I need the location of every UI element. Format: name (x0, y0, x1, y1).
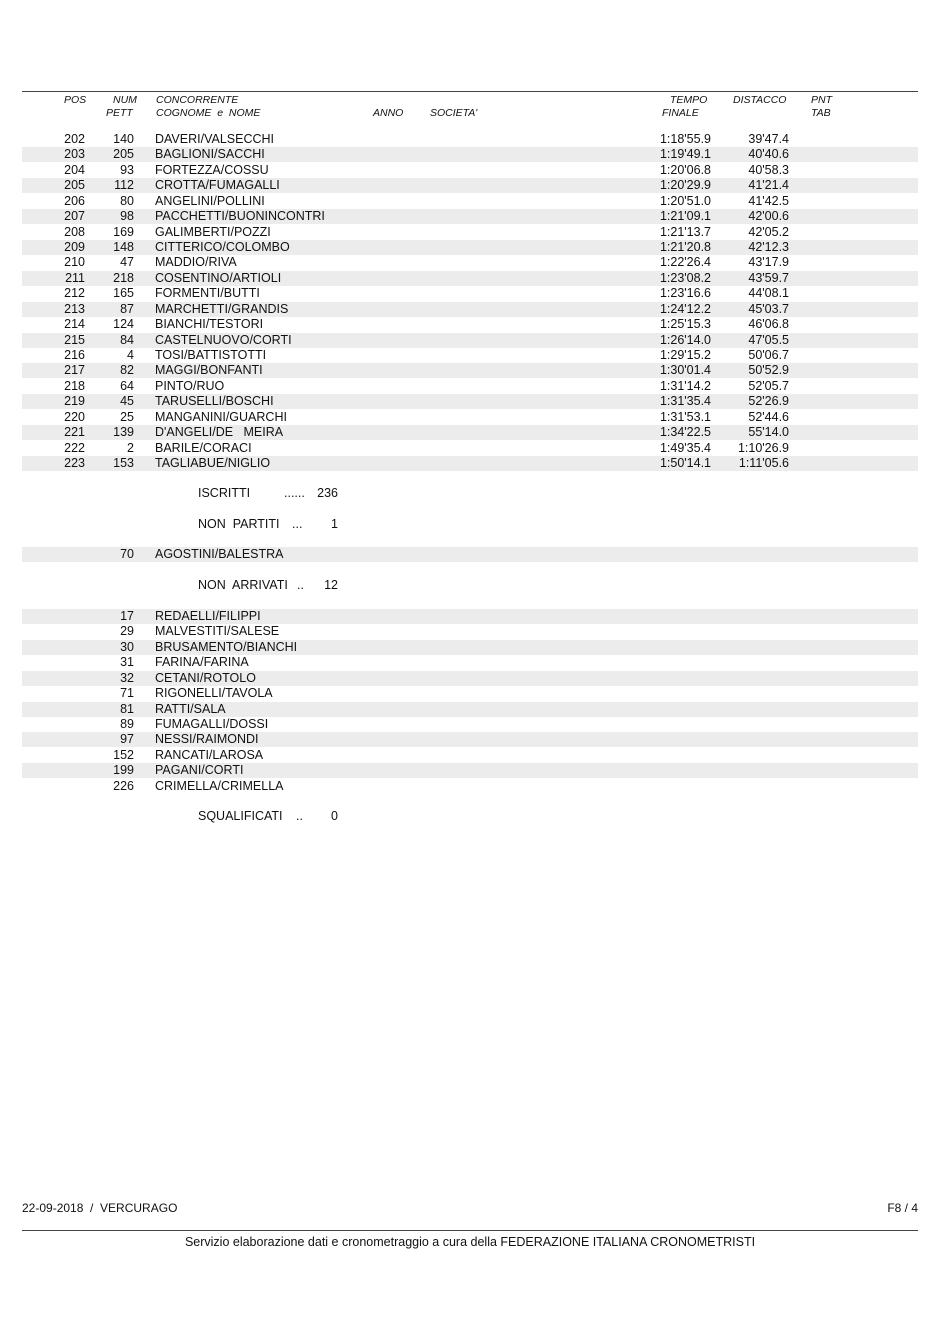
cell-num: 89 (120, 717, 134, 731)
cell-time: 1:18'55.9 (659, 132, 711, 146)
cell-pos: 209 (64, 240, 85, 254)
cell-num: 25 (120, 409, 134, 424)
cell-pos: 205 (64, 178, 85, 193)
cell-name: BAGLIONI/SACCHI (155, 147, 265, 162)
cell-num: 30 (120, 639, 134, 654)
cell-pos: 214 (64, 317, 85, 332)
cell-gap: 47'05.5 (748, 332, 789, 347)
cell-gap: 55'14.0 (748, 425, 789, 440)
table-row (22, 194, 918, 209)
non-arrivati-count: 12 (324, 578, 338, 592)
cell-gap: 50'52.9 (748, 363, 789, 378)
cell-time: 1:24'12.2 (659, 301, 711, 316)
cell-name: RANCATI/LAROSA (155, 747, 264, 762)
cell-gap: 46'06.8 (748, 317, 789, 332)
cell-name: PINTO/RUO (155, 378, 225, 393)
table-row (22, 209, 918, 224)
cell-pos: 210 (64, 255, 85, 270)
cell-pos: 218 (64, 378, 85, 393)
summary-squalificati (0, 809, 940, 824)
table-row (22, 394, 918, 409)
cell-time: 1:31'14.2 (659, 378, 711, 393)
cell-pos: 207 (64, 209, 85, 224)
cell-num: 218 (113, 270, 134, 285)
cell-pos: 203 (64, 147, 85, 162)
cell-time: 1:20'29.9 (659, 178, 711, 193)
cell-num: 80 (120, 193, 134, 208)
cell-gap: 40'58.3 (748, 162, 789, 177)
cell-name: BRUSAMENTO/BIANCHI (155, 639, 298, 654)
cell-num: 29 (120, 624, 134, 639)
cell-name: MARCHETTI/GRANDIS (155, 301, 289, 316)
iscritti-count: 236 (317, 486, 338, 500)
table-row (22, 456, 918, 471)
cell-num: 98 (120, 209, 134, 224)
cell-gap: 52'05.7 (748, 378, 789, 393)
cell-time: 1:31'53.1 (659, 409, 711, 424)
table-row (22, 225, 918, 240)
non-partiti-label: NON PARTITI (198, 517, 280, 531)
cell-num: 124 (113, 317, 134, 332)
cell-time: 1:50'14.1 (659, 456, 711, 471)
cell-time: 1:19'49.1 (659, 147, 711, 162)
cell-num: 31 (120, 655, 134, 670)
cell-gap: 42'00.6 (748, 209, 789, 224)
table-row (22, 240, 918, 255)
header-num: NUM (113, 94, 137, 106)
cell-name: PACCHETTI/BUONINCONTRI (155, 209, 325, 224)
cell-num: 226 (113, 778, 134, 793)
cell-gap: 43'17.9 (748, 255, 789, 270)
header-tempo: TEMPO (670, 94, 708, 106)
table-row (22, 147, 918, 162)
cell-pos: 217 (64, 363, 85, 378)
table-row (22, 748, 918, 763)
cell-name: FUMAGALLI/DOSSI (155, 717, 269, 731)
cell-name: NESSI/RAIMONDI (155, 732, 259, 747)
cell-gap: 41'42.5 (748, 193, 789, 208)
cell-name: RATTI/SALA (155, 701, 226, 716)
cell-pos: 202 (64, 132, 85, 146)
cell-pos: 219 (64, 394, 85, 409)
cell-gap: 42'05.2 (748, 224, 789, 239)
squalificati-dots: .. (296, 809, 303, 823)
cell-name: GALIMBERTI/POZZI (155, 224, 271, 239)
cell-name: MALVESTITI/SALESE (155, 624, 280, 639)
cell-pos: 216 (64, 348, 85, 363)
cell-gap: 39'47.4 (748, 132, 789, 146)
summary-non-partiti (0, 517, 940, 532)
cell-pos: 222 (64, 440, 85, 455)
cell-gap: 45'03.7 (748, 301, 789, 316)
cell-name: DAVERI/VALSECCHI (155, 132, 275, 146)
table-row (22, 379, 918, 394)
cell-name: TAGLIABUE/NIGLIO (155, 456, 271, 471)
cell-gap: 41'21.4 (748, 178, 789, 193)
table-row (22, 255, 918, 270)
cell-gap: 40'40.6 (748, 147, 789, 162)
cell-gap: 1:10'26.9 (737, 440, 789, 455)
header-distacco: DISTACCO (733, 94, 787, 106)
table-row (22, 286, 918, 301)
cell-num: 112 (114, 178, 134, 193)
footer-rule (22, 1230, 918, 1231)
table-row (22, 317, 918, 332)
table-row (22, 547, 918, 562)
cell-gap: 42'12.3 (748, 240, 789, 254)
cell-num: 205 (113, 147, 134, 162)
cell-name: FORTEZZA/COSSU (155, 162, 269, 177)
table-row (22, 425, 918, 440)
cell-time: 1:23'08.2 (659, 270, 711, 285)
cell-time: 1:21'20.8 (659, 240, 711, 254)
table-row (22, 702, 918, 717)
cell-name: AGOSTINI/BALESTRA (155, 547, 284, 561)
cell-num: 4 (127, 348, 134, 363)
table-row (22, 779, 918, 794)
cell-pos: 221 (64, 425, 85, 440)
header-concorrente: CONCORRENTE (156, 94, 239, 106)
cell-num: 81 (120, 701, 134, 716)
header-pett: PETT (106, 107, 133, 119)
cell-num: 140 (113, 132, 134, 146)
cell-pos: 211 (65, 270, 85, 285)
cell-time: 1:49'35.4 (659, 440, 711, 455)
cell-num: 153 (113, 456, 134, 471)
cell-num: 139 (113, 425, 134, 440)
header-cognome-nome: COGNOME e NOME (156, 107, 261, 119)
cell-num: 71 (120, 686, 134, 701)
cell-gap: 1:11'05.6 (738, 456, 789, 471)
cell-name: CASTELNUOVO/CORTI (155, 332, 292, 347)
cell-time: 1:29'15.2 (659, 348, 711, 363)
cell-pos: 215 (64, 332, 85, 347)
cell-time: 1:34'22.5 (659, 425, 711, 440)
table-row (22, 178, 918, 193)
cell-pos: 213 (64, 301, 85, 316)
iscritti-label: ISCRITTI (198, 486, 251, 500)
table-row (22, 333, 918, 348)
squalificati-count: 0 (331, 809, 338, 823)
cell-name: COSENTINO/ARTIOLI (155, 270, 282, 285)
non-partiti-dots: ... (292, 517, 303, 531)
header-societa: SOCIETA' (430, 107, 478, 119)
cell-name: BIANCHI/TESTORI (155, 317, 264, 332)
table-row (22, 441, 918, 456)
cell-name: RIGONELLI/TAVOLA (155, 686, 273, 701)
summary-iscritti (0, 486, 940, 501)
cell-time: 1:25'15.3 (659, 317, 711, 332)
table-row (22, 163, 918, 178)
cell-name: FARINA/FARINA (155, 655, 249, 670)
cell-name: CROTTA/FUMAGALLI (155, 178, 280, 193)
cell-gap: 52'26.9 (748, 394, 789, 409)
table-row (22, 640, 918, 655)
cell-time: 1:23'16.6 (659, 286, 711, 301)
cell-pos: 204 (64, 162, 85, 177)
header-rule (22, 91, 918, 92)
cell-time: 1:21'09.1 (659, 209, 711, 224)
cell-time: 1:22'26.4 (659, 255, 711, 270)
table-row (22, 717, 918, 732)
cell-num: 70 (120, 547, 134, 561)
cell-name: CETANI/ROTOLO (155, 670, 256, 685)
non-arrivati-dots: .. (297, 578, 304, 592)
table-row (22, 732, 918, 747)
cell-num: 45 (120, 394, 134, 409)
table-row (22, 132, 918, 147)
cell-num: 64 (120, 378, 134, 393)
header-finale: FINALE (662, 107, 699, 119)
footer-date-place: 22-09-2018 / VERCURAGO (22, 1201, 178, 1215)
cell-gap: 44'08.1 (748, 286, 789, 301)
cell-num: 84 (120, 332, 134, 347)
table-row (22, 348, 918, 363)
cell-name: TOSI/BATTISTOTTI (155, 348, 267, 363)
cell-name: CITTERICO/COLOMBO (155, 240, 290, 254)
table-row (22, 609, 918, 624)
summary-non-arrivati (0, 578, 940, 593)
cell-name: MANGANINI/GUARCHI (155, 409, 287, 424)
cell-name: MAGGI/BONFANTI (155, 363, 263, 378)
cell-time: 1:31'35.4 (659, 394, 711, 409)
cell-name: D'ANGELI/DE MEIRA (155, 425, 284, 440)
cell-num: 199 (113, 763, 134, 778)
non-partiti-count: 1 (331, 517, 338, 531)
cell-name: TARUSELLI/BOSCHI (155, 394, 274, 409)
cell-gap: 50'06.7 (748, 348, 789, 363)
cell-pos: 212 (64, 286, 85, 301)
table-row (22, 624, 918, 639)
non-arrivati-label: NON ARRIVATI (198, 578, 288, 592)
cell-time: 1:30'01.4 (659, 363, 711, 378)
cell-gap: 43'59.7 (748, 270, 789, 285)
cell-pos: 206 (64, 193, 85, 208)
header-pos: POS (64, 94, 87, 106)
cell-num: 152 (113, 747, 134, 762)
iscritti-dots: ...... (284, 486, 305, 500)
footer-page-code: F8 / 4 (887, 1201, 918, 1215)
cell-name: ANGELINI/POLLINI (155, 193, 265, 208)
header-anno: ANNO (373, 107, 404, 119)
cell-time: 1:20'06.8 (659, 162, 711, 177)
cell-num: 169 (113, 224, 134, 239)
table-row (22, 302, 918, 317)
table-row (22, 271, 918, 286)
cell-num: 17 (120, 609, 134, 623)
cell-pos: 223 (64, 456, 85, 471)
table-row (22, 671, 918, 686)
squalificati-label: SQUALIFICATI (198, 809, 283, 823)
cell-pos: 208 (64, 224, 85, 239)
header-pnt: PNT (811, 94, 832, 106)
table-row (22, 763, 918, 778)
table-row (22, 686, 918, 701)
cell-num: 82 (120, 363, 134, 378)
cell-name: MADDIO/RIVA (155, 255, 237, 270)
table-row (22, 410, 918, 425)
header-tab: TAB (811, 107, 831, 119)
cell-time: 1:21'13.7 (659, 224, 711, 239)
cell-gap: 52'44.6 (748, 409, 789, 424)
cell-num: 93 (120, 162, 134, 177)
cell-name: REDAELLI/FILIPPI (155, 609, 261, 623)
cell-time: 1:20'51.0 (659, 193, 711, 208)
cell-num: 47 (120, 255, 134, 270)
cell-name: BARILE/CORACI (155, 440, 252, 455)
cell-name: PAGANI/CORTI (155, 763, 244, 778)
cell-pos: 220 (64, 409, 85, 424)
cell-num: 2 (127, 440, 134, 455)
cell-time: 1:26'14.0 (659, 332, 711, 347)
cell-num: 97 (120, 732, 134, 747)
table-row (22, 655, 918, 670)
cell-num: 87 (120, 301, 134, 316)
cell-name: FORMENTI/BUTTI (155, 286, 260, 301)
table-row (22, 363, 918, 378)
cell-num: 32 (120, 670, 134, 685)
cell-name: CRIMELLA/CRIMELLA (155, 778, 284, 793)
cell-num: 148 (113, 240, 134, 254)
footer-credit: Servizio elaborazione dati e cronometraggio a cura della FEDERAZIONE ITALIANA CRONOMETRISTI (184, 1235, 756, 1249)
cell-num: 165 (113, 286, 134, 301)
